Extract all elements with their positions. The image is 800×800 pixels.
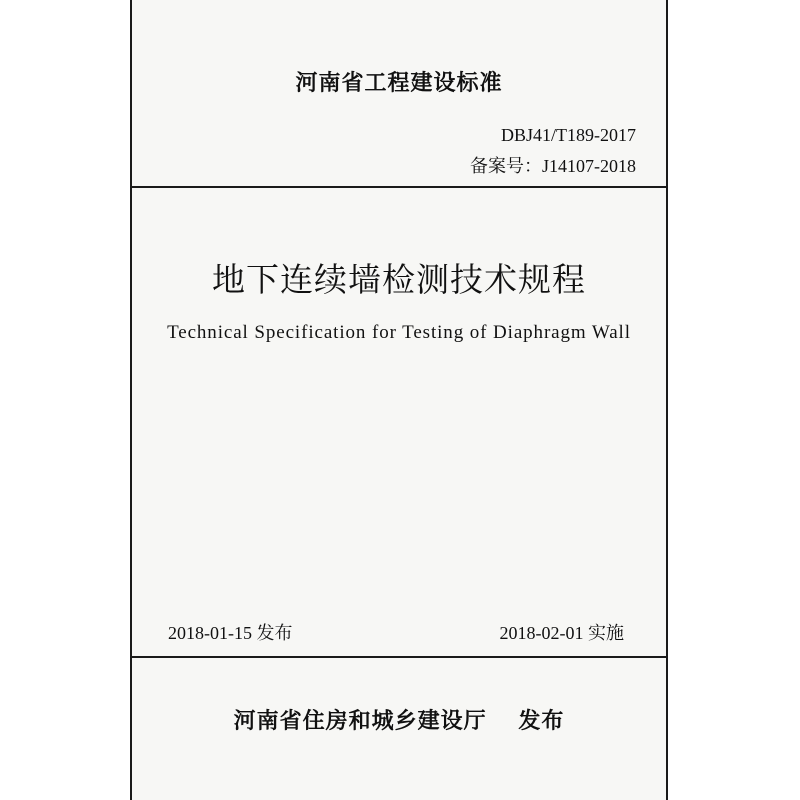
top-divider xyxy=(132,186,666,188)
effective-date: 2018-02-01 实施 xyxy=(499,623,624,643)
series-title: 河南省工程建设标准 xyxy=(295,71,503,96)
publisher: 河南省住房和城乡建设厅 发布 xyxy=(233,709,565,734)
record-number: 备案号：J14107-2018 xyxy=(470,156,636,176)
bottom-divider xyxy=(132,656,666,658)
title-english: Technical Specification for Testing of Diaphragm Wall xyxy=(167,322,631,343)
book-cover xyxy=(130,0,668,800)
standard-code: DBJ41/T189-2017 xyxy=(501,125,636,145)
issue-date: 2018-01-15 发布 xyxy=(168,623,293,643)
title-chinese: 地下连续墙检测技术规程 xyxy=(212,260,586,299)
